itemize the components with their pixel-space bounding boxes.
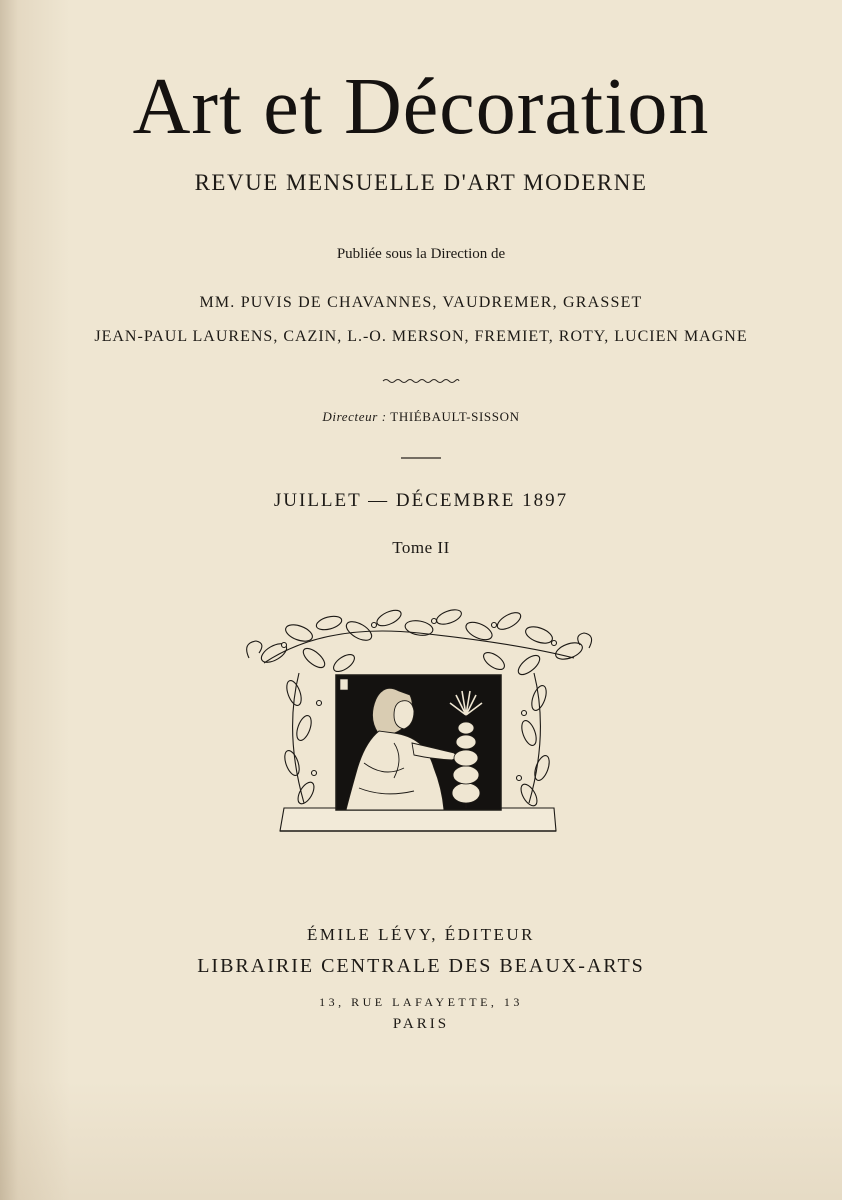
mistletoe-vignette-illustration — [244, 603, 596, 838]
director-line — [0, 409, 842, 425]
volume-label: Tome II — [392, 538, 450, 557]
period-heading: JUILLET — DÉCEMBRE 1897 — [273, 490, 569, 511]
directors-line-1: MM. PUVIS DE CHAVANNES, VAUDREMER, GRASSET — [199, 294, 643, 311]
city-line: PARIS — [392, 1016, 450, 1032]
published-under-label: Publiée sous la Direction de — [336, 246, 506, 262]
bookshop-line: LIBRAIRIE CENTRALE DES BEAUX-ARTS — [197, 955, 645, 977]
publisher-line: ÉMILE LÉVY, ÉDITEUR — [306, 925, 536, 944]
short-rule — [0, 445, 842, 464]
directors-line-2: JEAN-PAUL LAURENS, CAZIN, L.-O. MERSON, FREMIET, ROTY, LUCIEN MAGNE — [94, 328, 748, 345]
ornamental-divider — [0, 370, 842, 389]
journal-subtitle: REVUE MENSUELLE D'ART MODERNE — [194, 170, 648, 195]
address-line: 13, RUE LAFAYETTE, 13 — [319, 995, 523, 1009]
director-label: Directeur : — [322, 409, 387, 424]
journal-title: Art et Décoration — [132, 63, 710, 151]
director-name: THIÉBAULT-SISSON — [390, 409, 520, 424]
